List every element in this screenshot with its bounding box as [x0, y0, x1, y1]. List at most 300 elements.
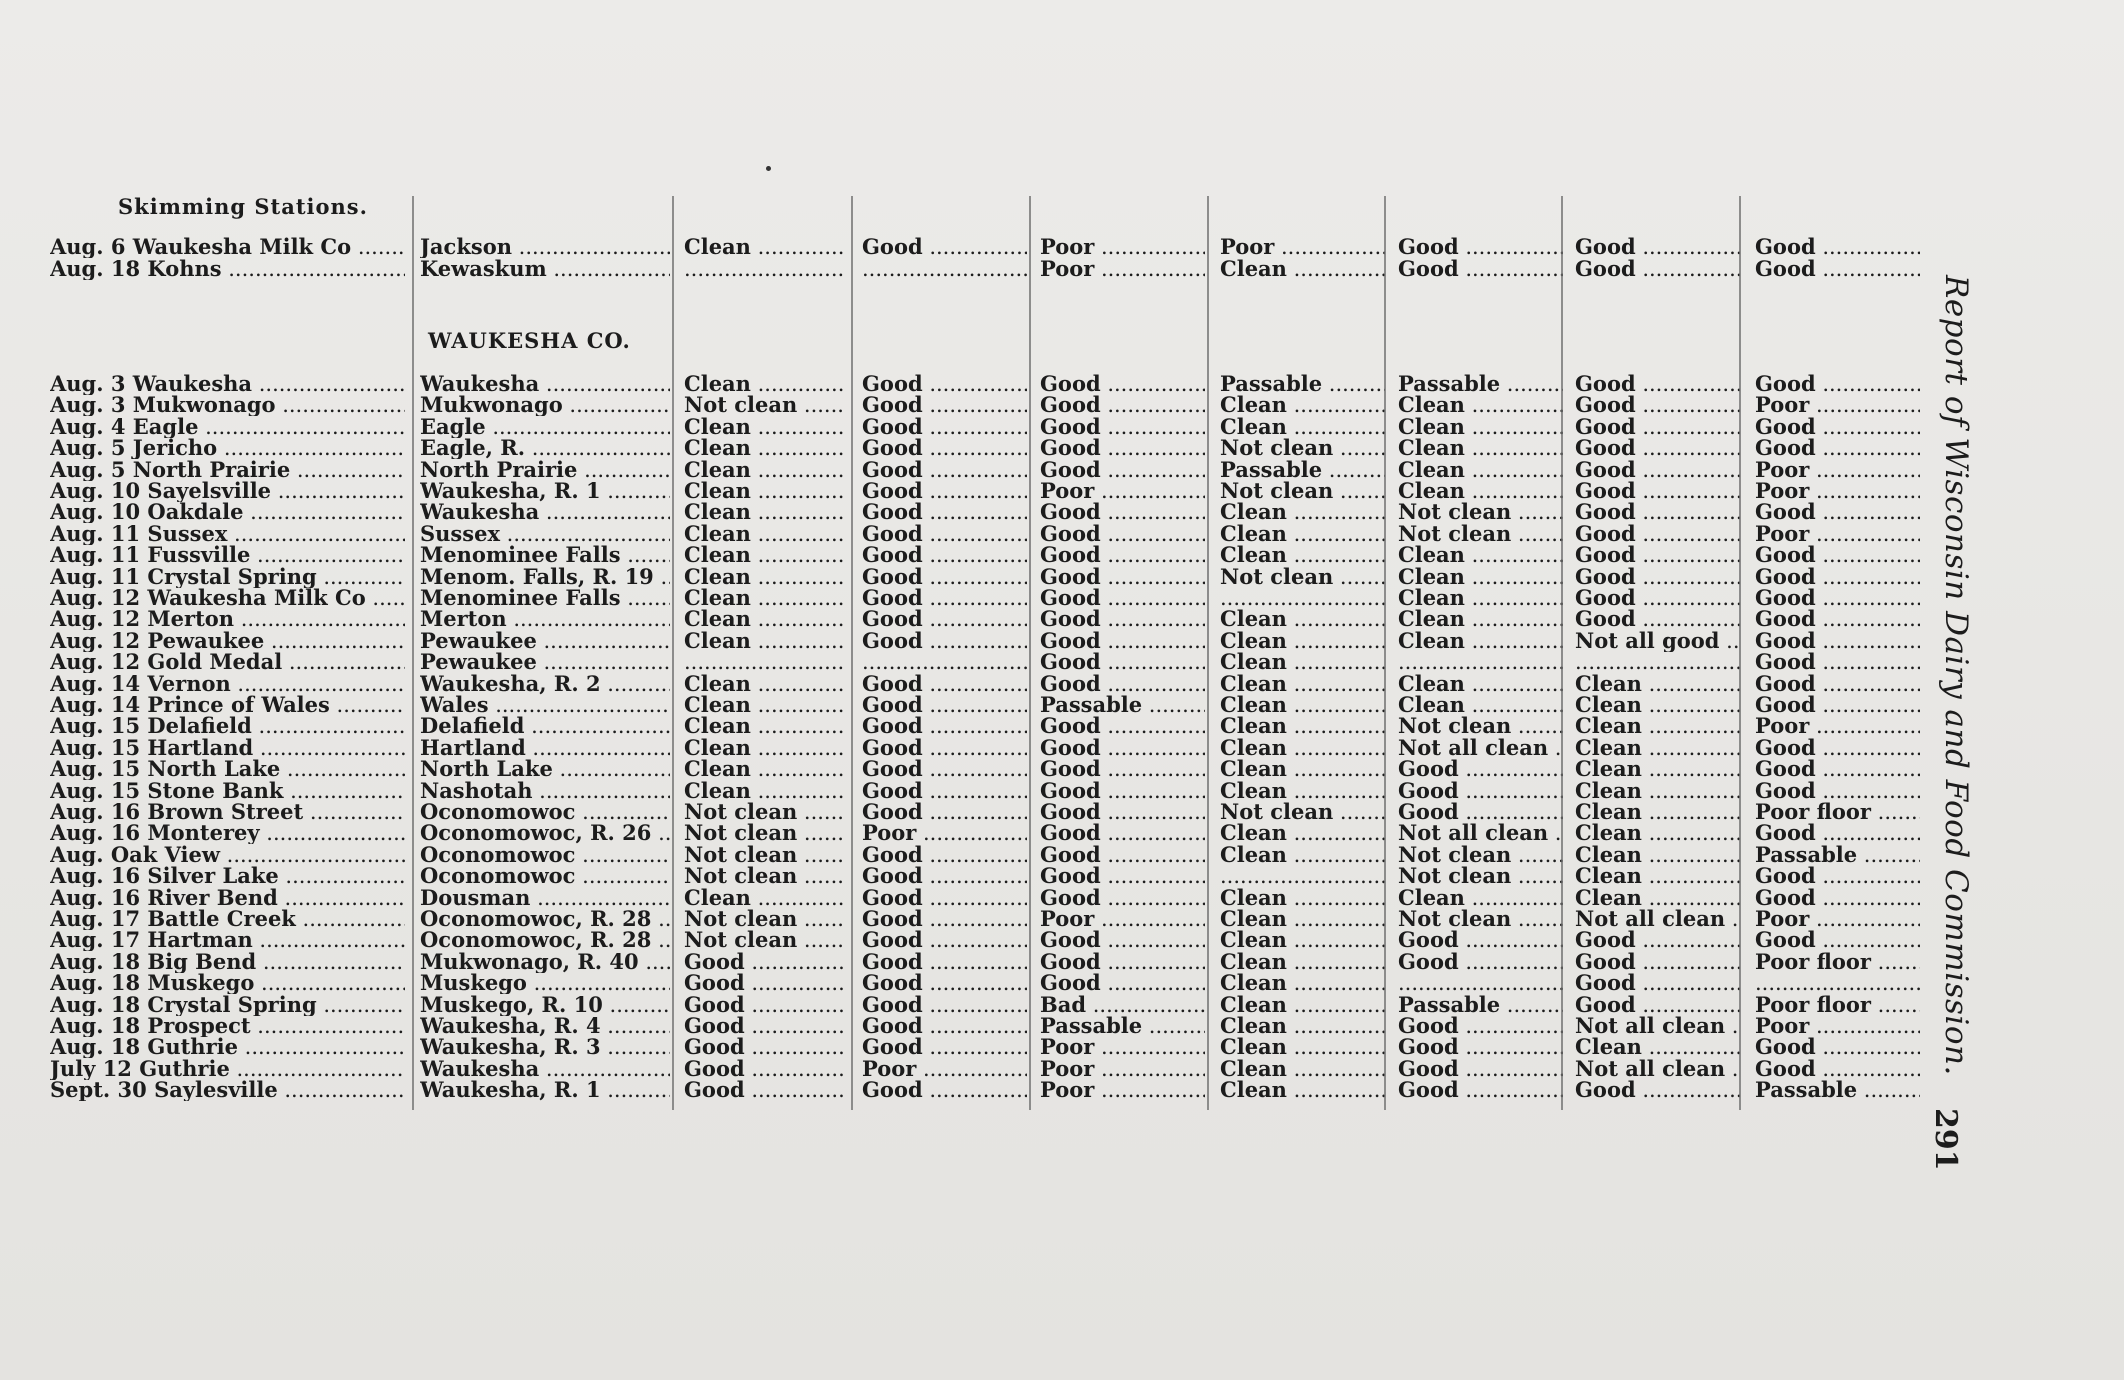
cell-col-8: Clean .....: [1575, 822, 1740, 844]
cell-location: North Prairie .....: [420, 459, 670, 481]
speck-mark: [766, 166, 771, 171]
cell-col-5: Good .....: [1040, 822, 1205, 844]
cell-col-3: Clean .....: [684, 887, 844, 909]
column-rule: [851, 196, 853, 1110]
cell-col-4: Good .....: [862, 480, 1027, 502]
cell-col-4: Good .....: [862, 416, 1027, 438]
cell-location: Oconomowoc .....: [420, 801, 670, 823]
cell-col-6: Not clean .....: [1220, 437, 1385, 459]
column-rule: [1739, 196, 1741, 1110]
cell-col-6: Clean .....: [1220, 715, 1385, 737]
cell-col-6: Clean .....: [1220, 501, 1385, 523]
cell-col-5: Good .....: [1040, 608, 1205, 630]
cell-col-6: Not clean .....: [1220, 566, 1385, 588]
cell-location: Pewaukee .....: [420, 630, 670, 652]
cell-col-8: Not all clean .....: [1575, 1058, 1740, 1080]
cell-col-7: Passable .....: [1398, 373, 1563, 395]
cell-col-3: Not clean .....: [684, 844, 844, 866]
cell-col-4: Good .....: [862, 994, 1027, 1016]
cell-col-8: Good .....: [1575, 608, 1740, 630]
table-row: [0, 416, 1940, 438]
cell-col-5: Good .....: [1040, 459, 1205, 481]
cell-col-4: Good .....: [862, 1015, 1027, 1037]
table-row: [0, 780, 1940, 802]
cell-col-5: Good .....: [1040, 801, 1205, 823]
cell-col-7: Not all clean .....: [1398, 737, 1563, 759]
cell-col-4: Good .....: [862, 523, 1027, 545]
cell-col-4: Good .....: [862, 1079, 1027, 1101]
cell-col-5: Poor .....: [1040, 1058, 1205, 1080]
cell-col-6: Clean .....: [1220, 994, 1385, 1016]
cell-col-5: Poor .....: [1040, 258, 1205, 280]
cell-location: Nashotah .....: [420, 780, 670, 802]
cell-col-8: Not all good .....: [1575, 630, 1740, 652]
cell-col-9: Poor .....: [1755, 715, 1920, 737]
cell-col-8: Good .....: [1575, 994, 1740, 1016]
cell-location: Menominee Falls .....: [420, 587, 670, 609]
table-row: [0, 1015, 1940, 1037]
cell-col-4: Poor .....: [862, 1058, 1027, 1080]
cell-col-3: Not clean .....: [684, 865, 844, 887]
cell-col-8: Not all clean .....: [1575, 1015, 1740, 1037]
table-row: [0, 566, 1940, 588]
cell-date-station: Aug. 18 Big Bend .....: [50, 951, 405, 973]
cell-col-5: Good .....: [1040, 523, 1205, 545]
cell-date-station: Aug. 15 Delafield .....: [50, 715, 405, 737]
cell-col-6: Clean .....: [1220, 394, 1385, 416]
cell-col-7: Not clean .....: [1398, 908, 1563, 930]
column-rule: [1029, 196, 1031, 1110]
cell-col-5: Good .....: [1040, 951, 1205, 973]
cell-location: Waukesha .....: [420, 1058, 670, 1080]
cell-col-5: Good .....: [1040, 758, 1205, 780]
cell-col-4: Good .....: [862, 459, 1027, 481]
cell-col-8: Good .....: [1575, 480, 1740, 502]
cell-col-6: Clean .....: [1220, 737, 1385, 759]
table-row: [0, 651, 1940, 673]
cell-col-4: Good .....: [862, 544, 1027, 566]
cell-date-station: Aug. 11 Fussville .....: [50, 544, 405, 566]
cell-date-station: Aug. 18 Kohns .....: [50, 258, 405, 280]
cell-col-5: Good .....: [1040, 394, 1205, 416]
cell-col-7: Clean .....: [1398, 416, 1563, 438]
cell-date-station: Aug. 18 Muskego .....: [50, 972, 405, 994]
cell-col-7: [1398, 972, 1563, 994]
cell-col-7: Good .....: [1398, 1015, 1563, 1037]
cell-col-3: Good .....: [684, 1015, 844, 1037]
table-row: [0, 908, 1940, 930]
cell-col-5: Good .....: [1040, 544, 1205, 566]
cell-col-3: Clean .....: [684, 544, 844, 566]
cell-col-9: Good .....: [1755, 929, 1920, 951]
cell-col-7: Clean .....: [1398, 459, 1563, 481]
cell-col-5: Good .....: [1040, 715, 1205, 737]
cell-col-4: Good .....: [862, 737, 1027, 759]
table-row: [0, 929, 1940, 951]
cell-col-9: Good .....: [1755, 544, 1920, 566]
cell-col-5: Good .....: [1040, 673, 1205, 695]
cell-location: Oconomowoc, R. 28 .....: [420, 929, 670, 951]
cell-col-3: Not clean .....: [684, 801, 844, 823]
cell-col-4: Good .....: [862, 1036, 1027, 1058]
cell-col-3: Good .....: [684, 1036, 844, 1058]
cell-date-station: Aug. 5 North Prairie .....: [50, 459, 405, 481]
cell-location: North Lake .....: [420, 758, 670, 780]
cell-col-7: Good .....: [1398, 801, 1563, 823]
cell-location: Sussex .....: [420, 523, 670, 545]
cell-col-3: Clean .....: [684, 416, 844, 438]
cell-col-6: Clean .....: [1220, 416, 1385, 438]
table-row: [0, 394, 1940, 416]
cell-date-station: Aug. 17 Hartman .....: [50, 929, 405, 951]
cell-col-7: Good .....: [1398, 1058, 1563, 1080]
cell-col-6: Clean .....: [1220, 673, 1385, 695]
cell-col-7: Clean .....: [1398, 587, 1563, 609]
table-row: [0, 1079, 1940, 1101]
cell-col-9: Good .....: [1755, 737, 1920, 759]
column-rule: [672, 196, 674, 1110]
cell-col-3: Clean .....: [684, 715, 844, 737]
cell-date-station: Aug. 11 Crystal Spring .....: [50, 566, 405, 588]
cell-col-4: Good .....: [862, 865, 1027, 887]
cell-col-8: Good .....: [1575, 437, 1740, 459]
cell-col-7: Clean .....: [1398, 544, 1563, 566]
column-rule: [1384, 196, 1386, 1110]
cell-col-8: Good .....: [1575, 566, 1740, 588]
cell-col-9: Good .....: [1755, 887, 1920, 909]
cell-date-station: Aug. 12 Pewaukee .....: [50, 630, 405, 652]
cell-col-4: Good .....: [862, 844, 1027, 866]
cell-col-3: Clean .....: [684, 737, 844, 759]
cell-col-9: Good .....: [1755, 566, 1920, 588]
cell-col-7: Not clean .....: [1398, 844, 1563, 866]
table-row: [0, 758, 1940, 780]
cell-col-5: Passable .....: [1040, 694, 1205, 716]
cell-col-8: Good .....: [1575, 501, 1740, 523]
cell-location: Waukesha, R. 4 .....: [420, 1015, 670, 1037]
cell-col-9: Poor floor .....: [1755, 951, 1920, 973]
cell-date-station: Aug. 14 Prince of Wales .....: [50, 694, 405, 716]
cell-col-9: Passable .....: [1755, 844, 1920, 866]
cell-date-station: Aug. 18 Crystal Spring .....: [50, 994, 405, 1016]
cell-col-3: Clean .....: [684, 523, 844, 545]
cell-date-station: Aug. 14 Vernon .....: [50, 673, 405, 695]
cell-col-5: Good .....: [1040, 651, 1205, 673]
cell-location: Waukesha .....: [420, 501, 670, 523]
cell-col-6: Clean .....: [1220, 929, 1385, 951]
table-row: [0, 737, 1940, 759]
cell-col-5: Good .....: [1040, 566, 1205, 588]
cell-col-6: Clean .....: [1220, 972, 1385, 994]
cell-col-3: Clean .....: [684, 373, 844, 395]
cell-col-8: Clean .....: [1575, 673, 1740, 695]
table-row: [0, 865, 1940, 887]
cell-col-8: Not all clean .....: [1575, 908, 1740, 930]
cell-col-4: Good .....: [862, 630, 1027, 652]
cell-col-5: Good .....: [1040, 844, 1205, 866]
cell-col-6: [1220, 865, 1385, 887]
cell-col-9: Good .....: [1755, 236, 1920, 258]
cell-col-5: Poor .....: [1040, 1079, 1205, 1101]
table-row: [0, 258, 1940, 280]
table-row: [0, 437, 1940, 459]
cell-col-4: Good .....: [862, 236, 1027, 258]
cell-col-8: Good .....: [1575, 1079, 1740, 1101]
cell-col-6: Passable .....: [1220, 459, 1385, 481]
cell-col-3: Clean .....: [684, 587, 844, 609]
cell-col-9: Poor .....: [1755, 1015, 1920, 1037]
cell-location: Waukesha .....: [420, 373, 670, 395]
cell-col-3: Clean .....: [684, 694, 844, 716]
cell-col-7: Clean .....: [1398, 630, 1563, 652]
cell-col-6: Not clean .....: [1220, 801, 1385, 823]
cell-col-4: Good .....: [862, 972, 1027, 994]
table-row: [0, 630, 1940, 652]
cell-col-9: Good .....: [1755, 780, 1920, 802]
cell-location: Eagle, R. .....: [420, 437, 670, 459]
cell-col-9: [1755, 972, 1920, 994]
table-row: [0, 544, 1940, 566]
table-row: [0, 523, 1940, 545]
cell-col-4: Good .....: [862, 951, 1027, 973]
cell-col-8: Good .....: [1575, 236, 1740, 258]
cell-col-5: Good .....: [1040, 587, 1205, 609]
cell-col-7: Clean .....: [1398, 437, 1563, 459]
cell-col-3: Good .....: [684, 972, 844, 994]
cell-col-9: Poor .....: [1755, 908, 1920, 930]
cell-col-9: Good .....: [1755, 630, 1920, 652]
cell-col-6: Clean .....: [1220, 758, 1385, 780]
cell-date-station: Aug. 17 Battle Creek .....: [50, 908, 405, 930]
cell-date-station: Aug. 5 Jericho .....: [50, 437, 405, 459]
cell-col-8: Good .....: [1575, 972, 1740, 994]
cell-date-station: Aug. 12 Gold Medal .....: [50, 651, 405, 673]
cell-col-3: Good .....: [684, 951, 844, 973]
cell-col-9: Good .....: [1755, 865, 1920, 887]
table-row: [0, 587, 1940, 609]
cell-col-7: Good .....: [1398, 258, 1563, 280]
cell-col-9: Poor floor .....: [1755, 801, 1920, 823]
cell-col-6: Passable .....: [1220, 373, 1385, 395]
cell-date-station: Aug. 3 Mukwonago .....: [50, 394, 405, 416]
cell-date-station: Aug. 15 Hartland .....: [50, 737, 405, 759]
cell-col-8: Good .....: [1575, 929, 1740, 951]
cell-col-3: Good .....: [684, 1058, 844, 1080]
cell-location: Menominee Falls .....: [420, 544, 670, 566]
cell-location: Oconomowoc, R. 26 .....: [420, 822, 670, 844]
cell-col-6: Clean .....: [1220, 887, 1385, 909]
cell-col-7: Not clean .....: [1398, 715, 1563, 737]
cell-location: Kewaskum .....: [420, 258, 670, 280]
cell-col-5: Poor .....: [1040, 908, 1205, 930]
cell-location: Merton .....: [420, 608, 670, 630]
county-heading: WAUKESHA CO.: [428, 328, 631, 353]
cell-col-4: Good .....: [862, 801, 1027, 823]
table-row: [0, 373, 1940, 395]
table-row: [0, 694, 1940, 716]
cell-location: Waukesha, R. 3 .....: [420, 1036, 670, 1058]
cell-col-4: Good .....: [862, 566, 1027, 588]
cell-col-3: Clean .....: [684, 673, 844, 695]
cell-col-5: Poor .....: [1040, 236, 1205, 258]
cell-location: Hartland .....: [420, 737, 670, 759]
cell-col-9: Good .....: [1755, 416, 1920, 438]
skimming-stations-heading: Skimming Stations.: [118, 194, 368, 219]
column-rule: [1207, 196, 1209, 1110]
cell-location: Waukesha, R. 2 .....: [420, 673, 670, 695]
cell-date-station: Aug. 4 Eagle .....: [50, 416, 405, 438]
table-row: [0, 822, 1940, 844]
cell-col-8: Good .....: [1575, 951, 1740, 973]
table-row: [0, 673, 1940, 695]
cell-col-5: Good .....: [1040, 501, 1205, 523]
cell-date-station: Aug. 18 Guthrie .....: [50, 1036, 405, 1058]
cell-col-8: Good .....: [1575, 394, 1740, 416]
cell-col-6: Clean .....: [1220, 822, 1385, 844]
cell-col-7: Clean .....: [1398, 673, 1563, 695]
cell-col-3: Clean .....: [684, 630, 844, 652]
cell-col-4: [862, 651, 1027, 673]
table-row: [0, 887, 1940, 909]
cell-date-station: Aug. 15 Stone Bank .....: [50, 780, 405, 802]
cell-col-5: Good .....: [1040, 780, 1205, 802]
cell-col-7: Not all clean .....: [1398, 822, 1563, 844]
cell-col-9: Good .....: [1755, 608, 1920, 630]
cell-col-7: Good .....: [1398, 758, 1563, 780]
cell-col-7: Clean .....: [1398, 566, 1563, 588]
cell-location: Eagle .....: [420, 416, 670, 438]
cell-location: Muskego, R. 10 .....: [420, 994, 670, 1016]
cell-col-7: Good .....: [1398, 236, 1563, 258]
cell-col-3: Not clean .....: [684, 394, 844, 416]
cell-date-station: Aug. 18 Prospect .....: [50, 1015, 405, 1037]
table-row: [0, 844, 1940, 866]
cell-col-8: Good .....: [1575, 258, 1740, 280]
cell-col-3: Clean .....: [684, 437, 844, 459]
cell-col-8: Clean .....: [1575, 694, 1740, 716]
cell-col-4: Good .....: [862, 673, 1027, 695]
cell-date-station: Sept. 30 Saylesville .....: [50, 1079, 405, 1101]
cell-col-6: Clean .....: [1220, 1036, 1385, 1058]
cell-date-station: Aug. 16 Silver Lake .....: [50, 865, 405, 887]
cell-col-4: Good .....: [862, 587, 1027, 609]
cell-date-station: Aug. 3 Waukesha .....: [50, 373, 405, 395]
cell-col-5: Poor .....: [1040, 1036, 1205, 1058]
cell-col-4: [862, 258, 1027, 280]
cell-col-3: Clean .....: [684, 236, 844, 258]
cell-col-5: Good .....: [1040, 437, 1205, 459]
cell-col-4: Good .....: [862, 608, 1027, 630]
table-row: [0, 972, 1940, 994]
cell-col-6: Clean .....: [1220, 951, 1385, 973]
cell-col-7: Clean .....: [1398, 608, 1563, 630]
cell-col-8: Clean .....: [1575, 887, 1740, 909]
table-row: [0, 459, 1940, 481]
cell-location: Waukesha, R. 1 .....: [420, 480, 670, 502]
cell-col-8: Clean .....: [1575, 844, 1740, 866]
cell-col-7: Clean .....: [1398, 887, 1563, 909]
cell-date-station: Aug. 16 River Bend .....: [50, 887, 405, 909]
cell-col-4: Good .....: [862, 437, 1027, 459]
cell-col-8: Clean .....: [1575, 780, 1740, 802]
cell-col-8: Clean .....: [1575, 801, 1740, 823]
cell-col-9: Good .....: [1755, 694, 1920, 716]
cell-col-6: Clean .....: [1220, 1079, 1385, 1101]
cell-col-4: Good .....: [862, 501, 1027, 523]
cell-location: Muskego .....: [420, 972, 670, 994]
cell-col-7: Not clean .....: [1398, 501, 1563, 523]
cell-col-4: Good .....: [862, 694, 1027, 716]
cell-col-3: Clean .....: [684, 480, 844, 502]
cell-col-4: Good .....: [862, 908, 1027, 930]
cell-date-station: Aug. 6 Waukesha Milk Co .....: [50, 236, 405, 258]
cell-col-4: Good .....: [862, 758, 1027, 780]
cell-col-9: Good .....: [1755, 501, 1920, 523]
cell-date-station: Aug. 15 North Lake .....: [50, 758, 405, 780]
cell-col-4: Good .....: [862, 394, 1027, 416]
cell-col-7: Good .....: [1398, 1036, 1563, 1058]
cell-col-8: Clean .....: [1575, 1036, 1740, 1058]
cell-col-4: Good .....: [862, 780, 1027, 802]
cell-col-4: Good .....: [862, 715, 1027, 737]
cell-date-station: Aug. 12 Merton .....: [50, 608, 405, 630]
cell-col-6: Clean .....: [1220, 630, 1385, 652]
cell-col-7: Not clean .....: [1398, 523, 1563, 545]
cell-col-8: Clean .....: [1575, 737, 1740, 759]
cell-col-9: Poor .....: [1755, 394, 1920, 416]
cell-date-station: July 12 Guthrie .....: [50, 1058, 405, 1080]
cell-col-7: Good .....: [1398, 951, 1563, 973]
cell-col-9: Good .....: [1755, 258, 1920, 280]
cell-col-3: Clean .....: [684, 459, 844, 481]
cell-col-3: Clean .....: [684, 501, 844, 523]
cell-col-5: Bad .....: [1040, 994, 1205, 1016]
cell-location: Mukwonago .....: [420, 394, 670, 416]
cell-col-3: Clean .....: [684, 566, 844, 588]
cell-col-3: Good .....: [684, 1079, 844, 1101]
cell-col-7: Good .....: [1398, 780, 1563, 802]
cell-col-3: Not clean .....: [684, 929, 844, 951]
cell-location: Pewaukee .....: [420, 651, 670, 673]
cell-col-5: Passable .....: [1040, 1015, 1205, 1037]
cell-col-6: Not clean .....: [1220, 480, 1385, 502]
cell-col-8: Good .....: [1575, 459, 1740, 481]
cell-col-9: Poor .....: [1755, 523, 1920, 545]
cell-col-4: Poor .....: [862, 822, 1027, 844]
cell-col-3: Good .....: [684, 994, 844, 1016]
cell-col-3: Clean .....: [684, 608, 844, 630]
cell-col-6: Clean .....: [1220, 544, 1385, 566]
cell-col-7: [1398, 651, 1563, 673]
cell-col-6: Clean .....: [1220, 1058, 1385, 1080]
column-rule: [412, 196, 414, 1110]
cell-col-6: Clean .....: [1220, 651, 1385, 673]
cell-col-9: Poor .....: [1755, 480, 1920, 502]
table-row: [0, 236, 1940, 258]
cell-col-7: Passable .....: [1398, 994, 1563, 1016]
table-row: [0, 951, 1940, 973]
cell-col-9: Good .....: [1755, 587, 1920, 609]
cell-col-8: Good .....: [1575, 544, 1740, 566]
table-row: [0, 501, 1940, 523]
cell-location: Oconomowoc, R. 28 .....: [420, 908, 670, 930]
cell-col-9: Good .....: [1755, 1036, 1920, 1058]
cell-col-3: Clean .....: [684, 758, 844, 780]
cell-col-4: Good .....: [862, 373, 1027, 395]
table-row: [0, 608, 1940, 630]
cell-col-9: Good .....: [1755, 822, 1920, 844]
cell-col-6: Clean .....: [1220, 844, 1385, 866]
